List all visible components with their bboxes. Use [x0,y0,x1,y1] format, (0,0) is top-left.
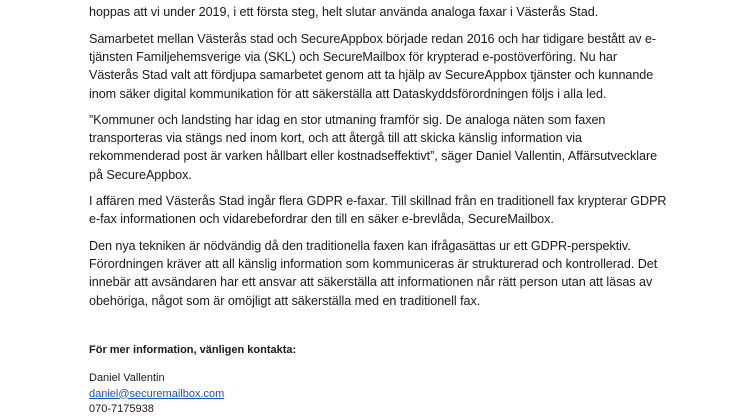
contact-email-link[interactable]: daniel@securemailbox.com [89,387,225,400]
contact-phone: 070-7175938 [89,403,154,415]
contact-block [89,371,224,418]
contact-name: Daniel Vallentin [89,372,165,384]
paragraph-collaboration: Samarbetet mellan Västerås stad och SecureAppbox började redan 2016 och har tidigare bestått av e-tjänsten Familjehemsverige via (SKL) och SecureMailbox för krypterad e-postöverföring. Nu har Västerås Stad valt att fördjupa samarbetet genom att ta hjälp av SecureAppbox tjänster och kunnande inom säker digital kommunikation för att säkerställa att Dataskyddsförordningen följs i alla led. [89,32,657,101]
paragraph-quote: ”Kommuner och landsting har idag en stor utmaning framför sig. De analoga näten som faxen transporteras via stängs ned inom kort, och att återgå till att skicka känslig information via rekommenderad post är varken hållbart eller kostnadseffektivt”, säger Daniel Vallentin, Affärsutvecklare på SecureAppbox. [89,113,658,182]
paragraph-new-technology: Den nya tekniken är nödvändig då den traditionella faxen kan ifrågasättas ur ett GDPR-perspektiv. Förordningen kräver att all känslig information som kommuniceras är strukturerad och kontrollerad. Det innebär att avsändaren har ett ansvar att säkerställa att informationen når rätt person utan att läsas av obehöriga, något som är omöjligt att säkerställa med en traditionell fax. [89,239,658,308]
contact-heading: För mer information, vänligen kontakta: [89,344,297,356]
paragraph-gdpr-efax: I affären med Västerås Stad ingår flera GDPR e-faxar. Till skillnad från en traditionell fax krypterar GDPR e-fax informationen och vidarebefordrar den till en säker e-brevlåda, SecureMailbox. [89,194,667,227]
paragraph-intro-end: hoppas att vi under 2019, i ett första steg, helt slutar använda analoga faxar i Västerås Stad. [89,5,599,19]
